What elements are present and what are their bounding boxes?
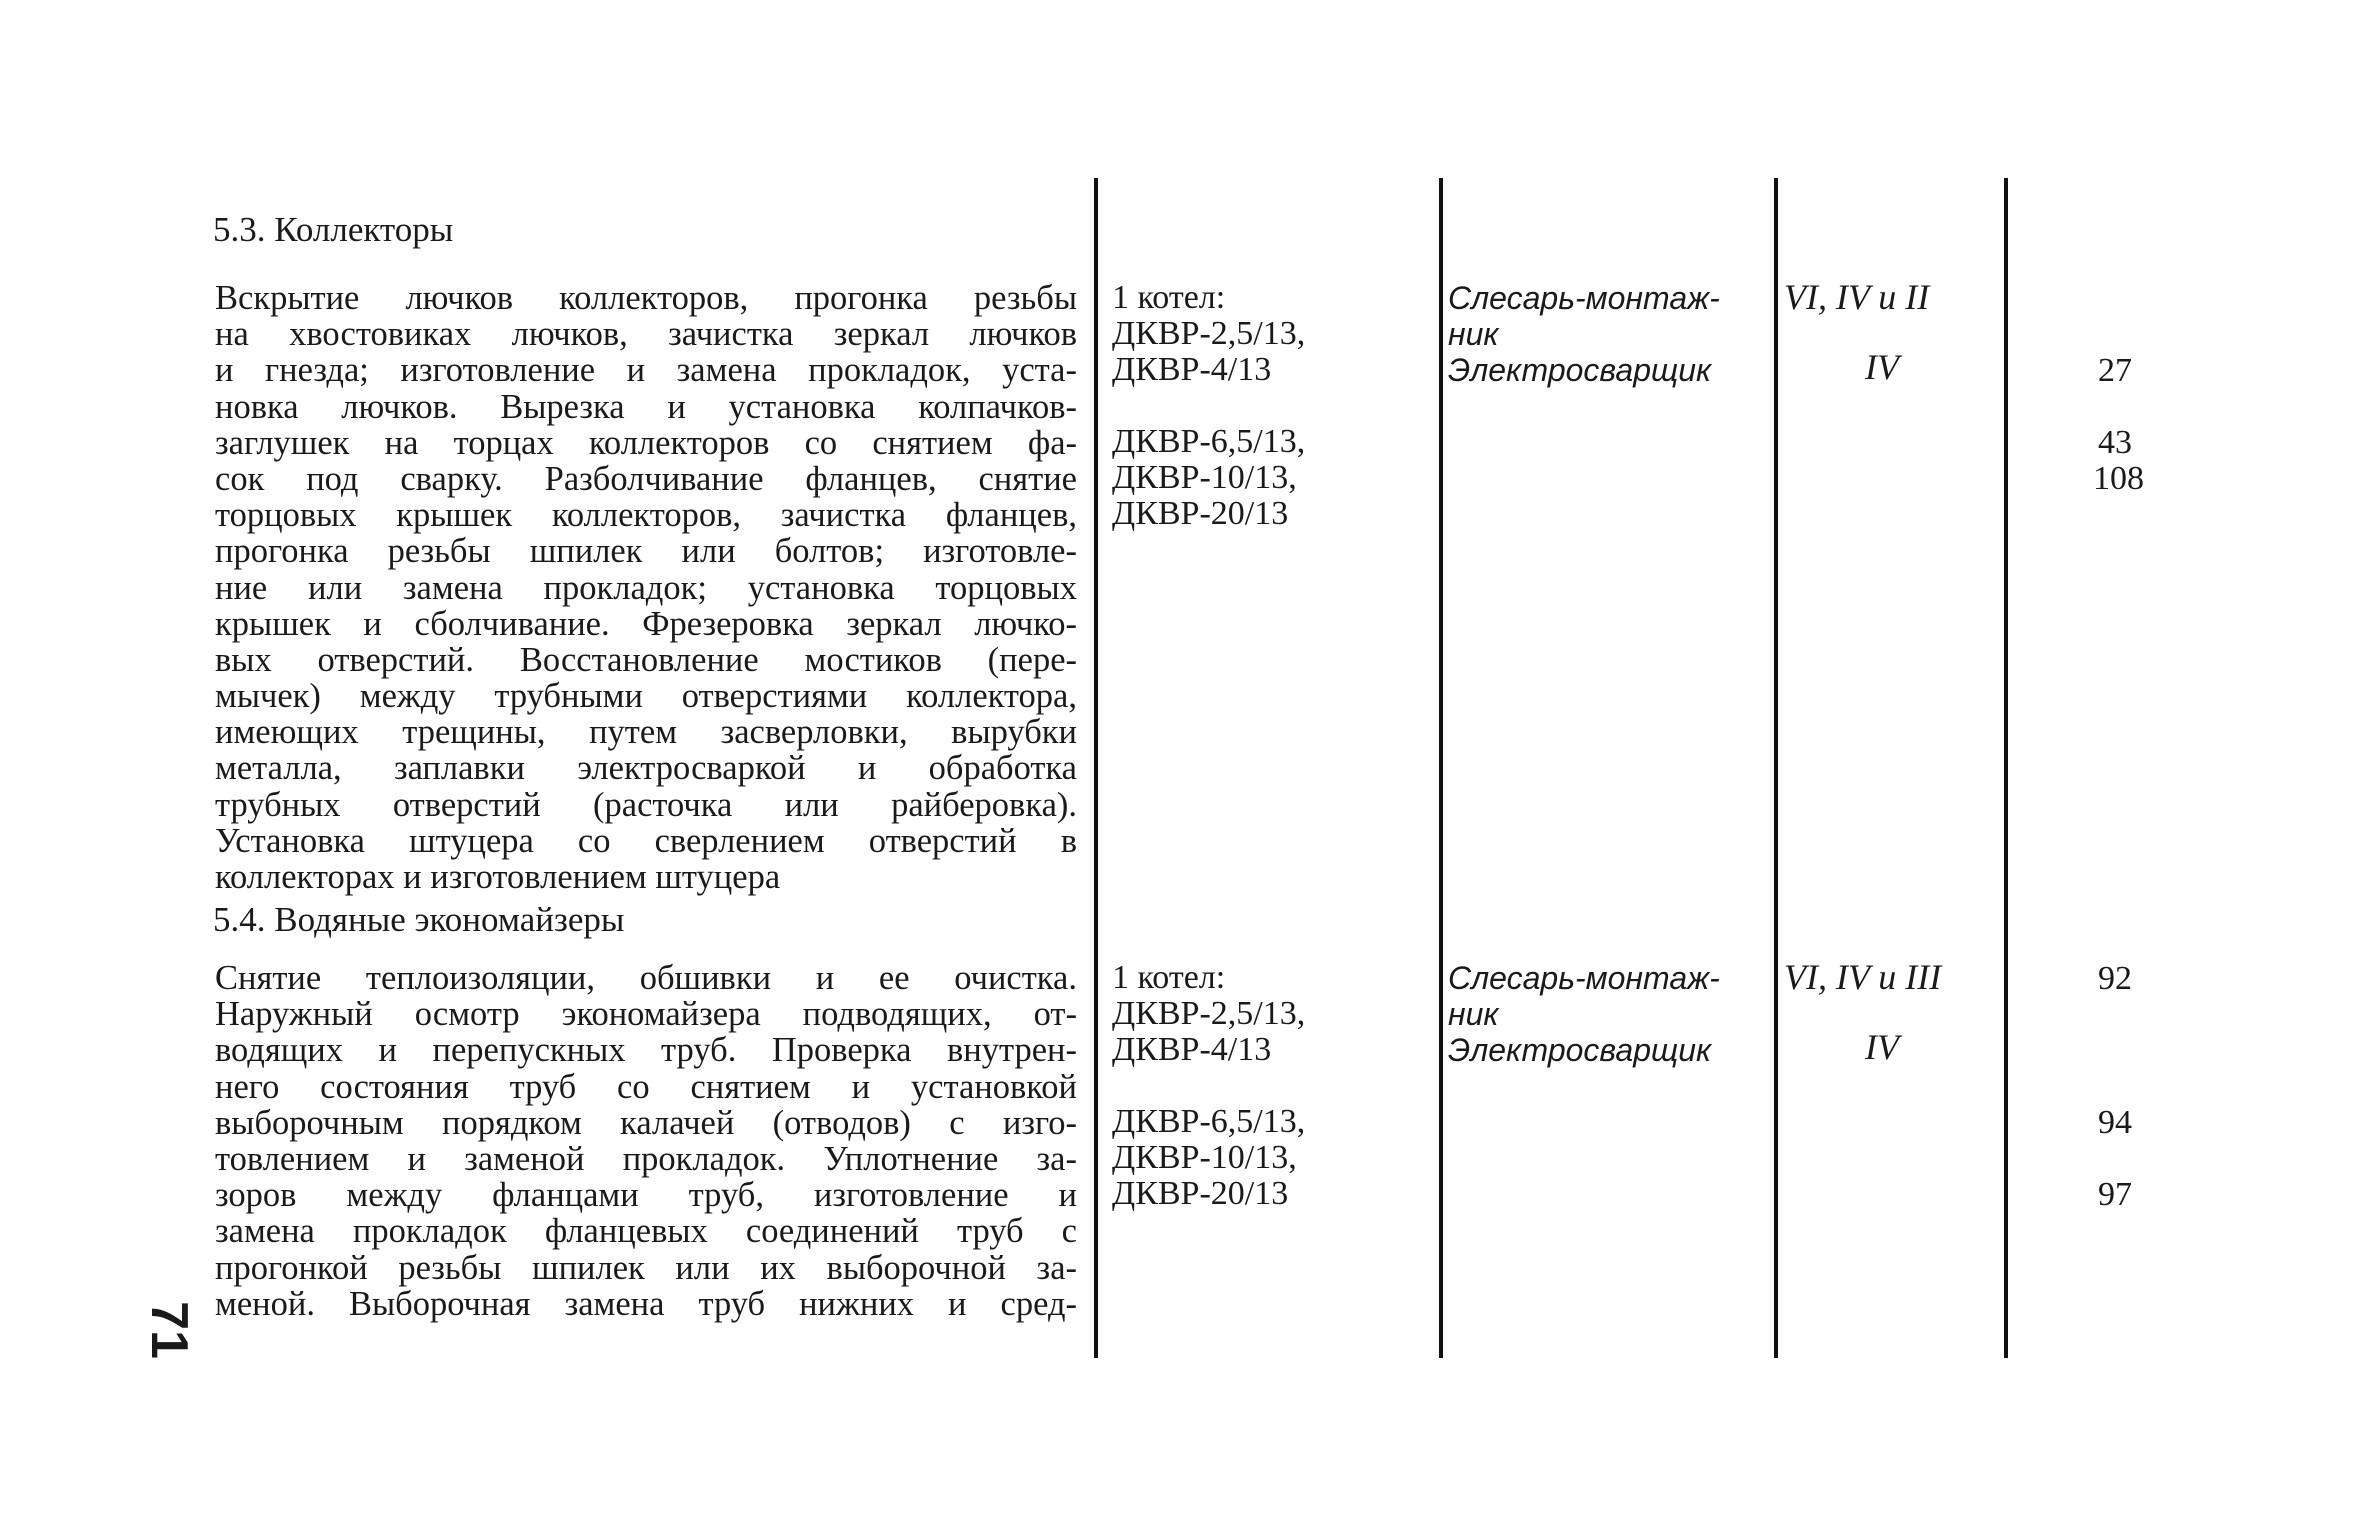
text-line: крышек и сболчивание. Фрезеровка зеркал лючко- (215, 604, 1077, 643)
text-line: металла, заплавки электросваркой и обработка (215, 749, 1077, 788)
boiler-model: ДКВР-2,5/13, (1112, 315, 1306, 352)
boiler-model: ДКВР-4/13 (1112, 351, 1272, 388)
economizers-description (215, 960, 1077, 1322)
text-line: коллекторах и изготовлением штуцера (215, 858, 781, 896)
worker-title: Слесарь-монтаж- (1448, 960, 1720, 996)
text-line: Снятие теплоизоляции, обшивки и ее очистка. (215, 959, 1077, 997)
column-rule-3 (1774, 178, 1778, 1358)
boiler-label: 1 котел: (1112, 279, 1226, 316)
collectors-value: 108 (2093, 460, 2144, 497)
text-line: меной. Выборочная замена труб нижних и сред- (215, 1284, 1077, 1323)
text-line: торцовых крышек коллекторов, зачистка фланцев, (215, 496, 1077, 535)
collectors-value: 27 (2098, 352, 2132, 389)
boiler-model: ДКВР-4/13 (1112, 1031, 1272, 1068)
worker-title: ник (1448, 996, 1499, 1032)
text-line: прогонка резьбы шпилек или болтов; изготовле- (215, 532, 1077, 571)
text-line: Вскрытие лючков коллекторов, прогонка резьбы (215, 279, 1077, 317)
text-line: Наружный осмотр экономайзера подводящих, от- (215, 995, 1077, 1034)
text-line: Установка штуцера со сверлением отверстий в (215, 821, 1077, 860)
text-line: выборочным порядком калачей (отводов) с изго- (215, 1103, 1077, 1142)
boiler-model: ДКВР-6,5/13, (1112, 423, 1306, 460)
worker-title: Электросварщик (1448, 352, 1712, 388)
worker-title: ник (1448, 316, 1499, 352)
column-rule-2 (1439, 178, 1443, 1358)
boiler-model: ДКВР-10/13, (1112, 1139, 1297, 1176)
boiler-label: 1 котел: (1112, 959, 1226, 996)
text-line: заглушек на торцах коллекторов со снятием фа- (215, 423, 1077, 462)
text-line: замена прокладок фланцевых соединений труб с (215, 1212, 1077, 1251)
boiler-model: ДКВР-20/13 (1112, 495, 1289, 532)
economizers-grade: VI, IV и III (1784, 957, 1942, 997)
page-number: 71 (139, 1301, 198, 1359)
section-title-collectors: 5.3. Коллекторы (213, 210, 454, 249)
economizers-value: 94 (2098, 1104, 2132, 1141)
text-line: него состояния труб со снятием и установкой (215, 1067, 1077, 1106)
boiler-model: ДКВР-10/13, (1112, 459, 1297, 496)
collectors-grade: IV (1865, 347, 1899, 387)
text-line: новка лючков. Вырезка и установка колпачков- (215, 387, 1077, 426)
worker-title: Электросварщик (1448, 1032, 1712, 1068)
economizers-value: 97 (2098, 1176, 2132, 1213)
text-line: ние или замена прокладок; установка торцовых (215, 568, 1077, 607)
text-line: мычек) между трубными отверстиями коллектора, (215, 677, 1077, 716)
text-line: сок под сварку. Разболчивание фланцев, снятие (215, 459, 1077, 498)
economizers-value: 92 (2098, 960, 2132, 997)
economizers-grade: IV (1865, 1027, 1899, 1067)
column-rule-4 (2004, 178, 2008, 1358)
boiler-model: ДКВР-2,5/13, (1112, 995, 1306, 1032)
boiler-model: ДКВР-6,5/13, (1112, 1103, 1306, 1140)
text-line: и гнезда; изготовление и замена прокладок, уста- (215, 351, 1077, 390)
text-line: зоров между фланцами труб, изготовление и (215, 1176, 1077, 1215)
column-rule-1 (1094, 178, 1098, 1358)
text-line: вых отверстий. Восстановление мостиков (пере- (215, 640, 1077, 679)
text-line: прогонкой резьбы шпилек или их выборочной за- (215, 1248, 1077, 1287)
text-line: имеющих трещины, путем засверловки, вырубки (215, 713, 1077, 752)
text-line: водящих и перепускных труб. Проверка внутрен- (215, 1031, 1077, 1070)
text-line: товлением и заменой прокладок. Уплотнение за- (215, 1139, 1077, 1178)
section-title-economizers: 5.4. Водяные экономайзеры (213, 900, 625, 939)
collectors-description (215, 280, 1077, 895)
worker-title: Слесарь-монтаж- (1448, 280, 1720, 316)
text-line: на хвостовиках лючков, зачистка зеркал лючков (215, 315, 1077, 354)
boiler-model: ДКВР-20/13 (1112, 1175, 1289, 1212)
text-line: трубных отверстий (расточка или райберовка). (215, 785, 1077, 824)
collectors-value: 43 (2098, 424, 2132, 461)
collectors-grade: VI, IV и II (1784, 277, 1930, 317)
